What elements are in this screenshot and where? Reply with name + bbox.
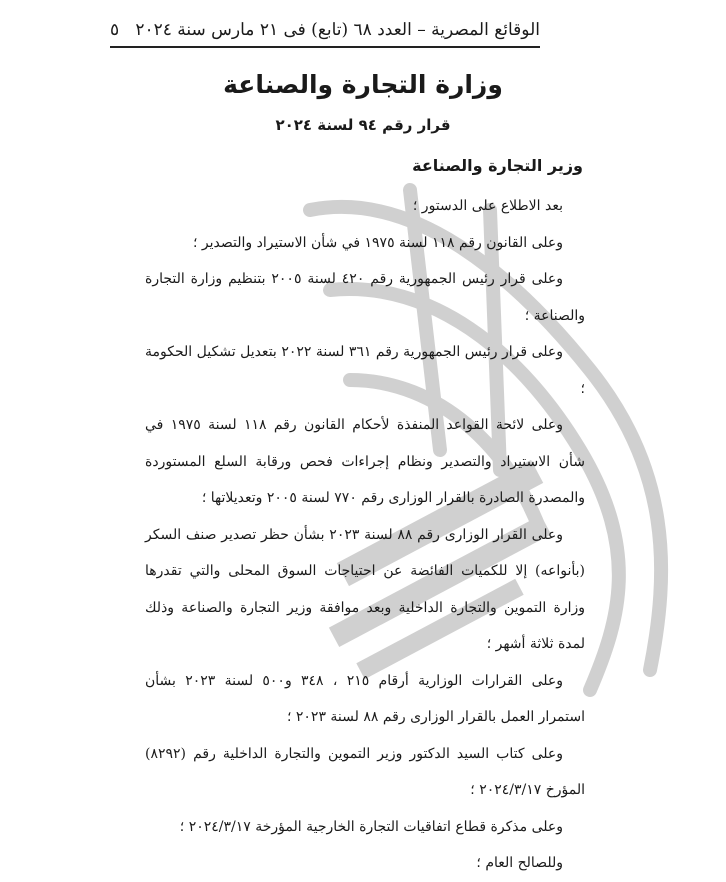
clause-paragraph: وعلى مذكرة قطاع اتفاقيات التجارة الخارجية المؤرخة ٢٠٢٤/٣/١٧ ؛ [179,818,563,835]
gazette-title: الوقائع المصرية – العدد ٦٨ (تابع) فى ٢١ مارس سنة ٢٠٢٤ [135,20,540,40]
minister-title: وزير التجارة والصناعة [412,156,583,175]
clause-paragraph: وعلى قرار رئيس الجمهورية رقم ٤٢٠ لسنة ٢٠٠٥ بتنظيم وزارة التجارة والصناعة ؛ [145,271,585,324]
clause-paragraph: وعلى لائحة القواعد المنفذة لأحكام القانون رقم ١١٨ لسنة ١٩٧٥ في شأن الاستيراد والتصدير ونظام إجراءات فحص ورقابة السلع المستوردة والمصدرة الصادرة بالقرار الوزارى رقم ٧٧٠ لسنة ٢٠٠٥ وتعديلاتها ؛ [145,417,585,506]
decree-title: قرار رقم ٩٤ لسنة ٢٠٢٤ [275,116,451,134]
ministry-heading: وزارة التجارة والصناعة [223,70,503,99]
gazette-header [110,18,540,48]
clause-paragraph: وعلى القرار الوزارى رقم ٨٨ لسنة ٢٠٢٣ بشأن حظر تصدير صنف السكر (بأنواعه) إلا للكميات الفائضة عن احتياجات السوق المحلى والتي تقدرها وزارة التموين والتجارة الداخلية وبعد موافقة وزير التجارة والصناعة وذلك لمدة ثلاثة أشهر ؛ [145,526,585,652]
header-divider [110,46,540,48]
preamble-clauses [145,188,585,882]
clause-paragraph: بعد الاطلاع على الدستور ؛ [412,198,563,214]
clause-paragraph: وعلى القرارات الوزارية أرقام ٢١٥ ، ٣٤٨ و٥٠٠ لسنة ٢٠٢٣ بشأن استمرار العمل بالقرار الوزارى رقم ٨٨ لسنة ٢٠٢٣ ؛ [145,672,585,725]
clause-paragraph: وعلى كتاب السيد الدكتور وزير التموين والتجارة الداخلية رقم (٨٢٩٢) المؤرخ ٢٠٢٤/٣/١٧ ؛ [145,745,585,798]
clause-paragraph: وللصالح العام ؛ [476,855,563,871]
clause-paragraph: وعلى قرار رئيس الجمهورية رقم ٣٦١ لسنة ٢٠٢٢ بتعديل تشكيل الحكومة ؛ [145,344,585,397]
page-number: ٥ [110,20,120,40]
clause-paragraph: وعلى القانون رقم ١١٨ لسنة ١٩٧٥ في شأن الاستيراد والتصدير ؛ [193,234,563,251]
